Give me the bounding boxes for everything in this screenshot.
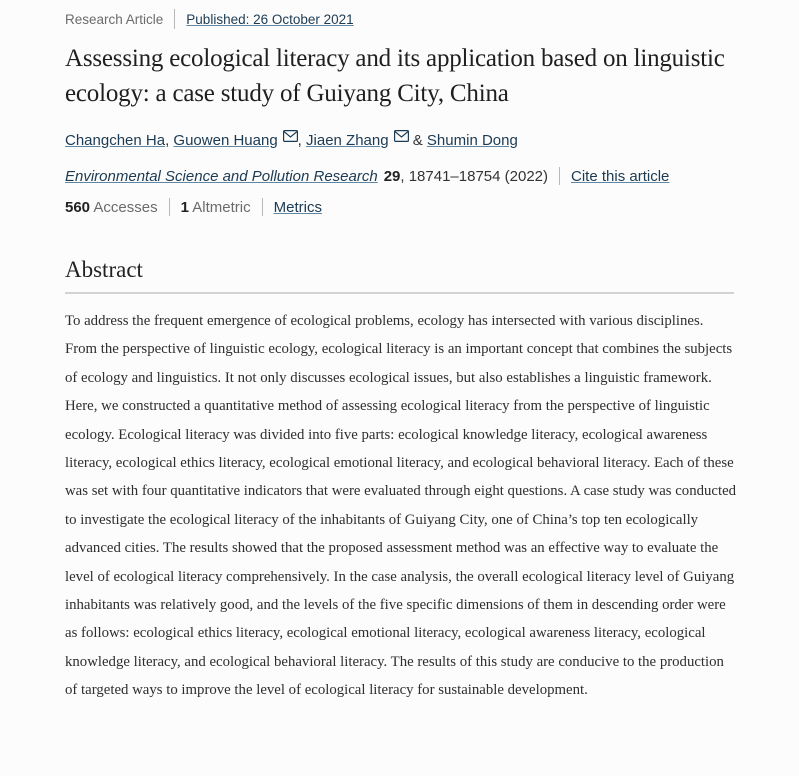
author-separator: , [165,132,174,149]
article-metrics-row [65,197,739,219]
authors-list [65,127,739,152]
published-date-link[interactable]: Published: 26 October 2021 [186,12,354,27]
altmetric-count: 1 [180,199,189,216]
cite-this-article-link[interactable]: Cite this article [571,168,670,185]
article-title: Assessing ecological literacy and its application based on linguistic ecology: a case study of Guiyang City, China [65,45,725,107]
article-type-label: Research Article [65,12,164,27]
separator [559,167,560,185]
author-separator: & [408,132,427,149]
journal-volume: 29 [383,168,401,185]
altmetric-label: Altmetric [192,199,251,216]
section-divider [65,292,734,294]
abstract-heading: Abstract [65,257,143,282]
journal-link[interactable]: Environmental Science and Pollution Research [65,168,378,185]
metrics-link[interactable]: Metrics [273,199,322,216]
author-link-jiaen-zhang[interactable]: Jiaen Zhang [306,132,389,149]
separator [262,198,263,216]
envelope-icon[interactable] [283,127,298,149]
author-separator: , [297,132,307,149]
author-link-changchen-ha[interactable]: Changchen Ha [65,132,166,149]
separator [174,9,175,29]
accesses-count: 560 [65,199,91,216]
envelope-icon[interactable] [394,127,409,149]
accesses-label: Accesses [93,199,158,216]
journal-pages-year: , 18741–18754 (2022) [400,168,549,185]
abstract-text: To address the frequent emergence of ecological problems, ecology has intersected with various disciplines. From the perspective of linguistic ecology, ecological literacy is an important concept that combines the subjects of ecology and linguistics. It not only discusses ecological issues, but also establishes a linguistic framework. Here, we constructed a quantitative method of assessing ecological literacy from the perspective of linguistic ecology. Ecological literacy was divided into five parts: ecological knowledge literacy, ecological awareness literacy, ecological ethics literacy, ecological emotional literacy, and ecological behavioral literacy. Each of these was set with four quantitative indicators that were evaluated through eight questions. A case study was conducted to investigate the ecological literacy of the inhabitants of Guiyang City, one of China’s top ten ecologically advanced cities. The results showed that the proposed assessment method was an effective way to evaluate the level of ecological literacy comprehensively. In the case analysis, the overall ecological literacy level of Guiyang inhabitants was relatively good, and the levels of the five specific dimensions of them in descending order were as follows: ecological ethics literacy, ecological emotional literacy, ecological awareness literacy, ecological knowledge literacy, and ecological behavioral literacy. The results of this study are conducive to the production of targeted ways to improve the level of ecological literacy for sustainable development. [65,313,737,699]
journal-citation-row [65,166,739,188]
article-meta-row [65,9,739,30]
separator [169,198,170,216]
abstract-section [65,257,739,705]
author-link-guowen-huang[interactable]: Guowen Huang [173,132,278,149]
author-link-shumin-dong[interactable]: Shumin Dong [426,132,518,149]
